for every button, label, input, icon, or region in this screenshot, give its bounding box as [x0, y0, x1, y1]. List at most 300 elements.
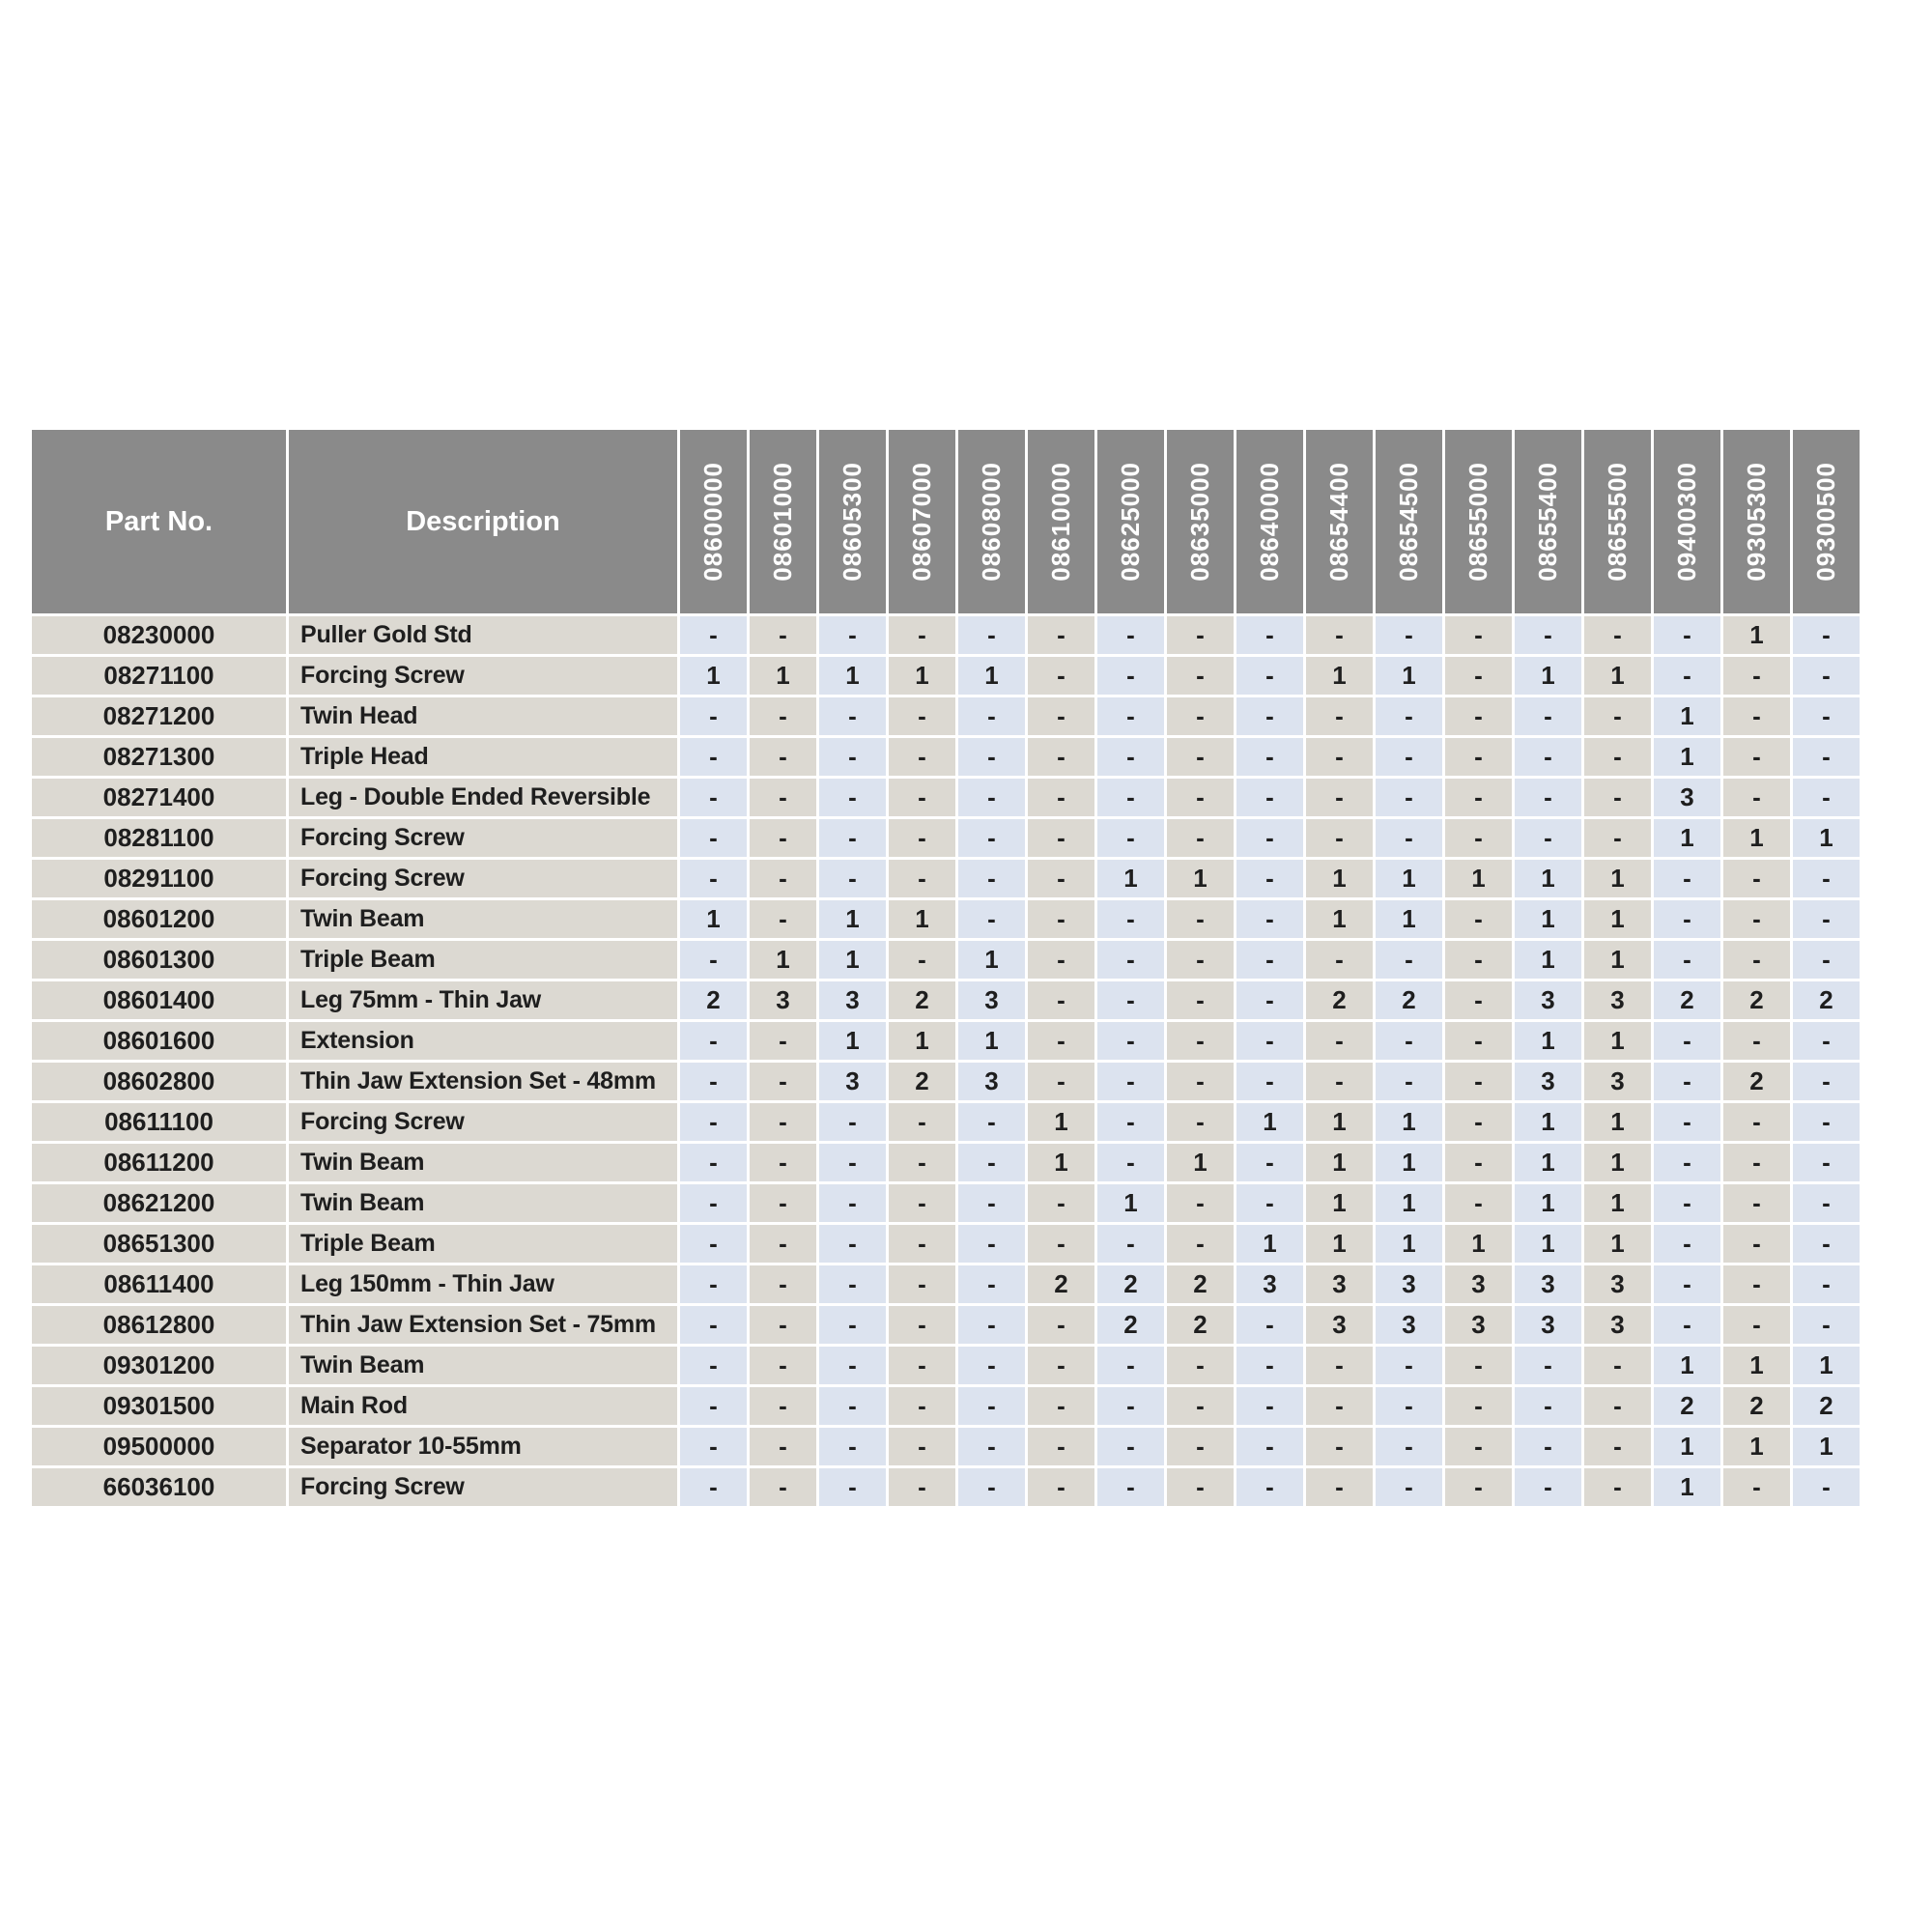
value-cell: -: [1445, 1184, 1512, 1222]
value-cell: -: [1167, 1428, 1234, 1465]
value-cell: -: [1723, 1144, 1790, 1181]
value-cell: -: [1445, 900, 1512, 938]
value-cell: 1: [819, 1022, 886, 1060]
value-cell: 1: [1097, 860, 1164, 897]
value-cell: -: [889, 941, 955, 979]
value-cell: -: [819, 1306, 886, 1344]
description-cell: Twin Beam: [289, 900, 677, 938]
value-cell: -: [1515, 1428, 1581, 1465]
value-cell: -: [1236, 1347, 1303, 1384]
value-cell: -: [1654, 1022, 1720, 1060]
value-cell: 3: [1445, 1306, 1512, 1344]
value-cell: -: [819, 1144, 886, 1181]
value-cell: -: [819, 1103, 886, 1141]
column-header-09305300: 09305300: [1723, 430, 1790, 613]
value-cell: 1: [1376, 1225, 1442, 1263]
value-cell: 2: [1723, 981, 1790, 1019]
part-no-cell: 08602800: [32, 1063, 286, 1100]
value-cell: -: [1793, 860, 1860, 897]
value-cell: 1: [1723, 819, 1790, 857]
value-cell: -: [1723, 1022, 1790, 1060]
value-cell: 3: [1584, 1265, 1651, 1303]
value-cell: -: [1723, 738, 1790, 776]
description-cell: Thin Jaw Extension Set - 48mm: [289, 1063, 677, 1100]
value-cell: -: [680, 1265, 747, 1303]
value-cell: -: [680, 1144, 747, 1181]
value-cell: 1: [1584, 1103, 1651, 1141]
value-cell: 1: [1654, 738, 1720, 776]
value-cell: -: [1306, 819, 1373, 857]
value-cell: -: [1445, 657, 1512, 695]
column-header-08608000: 08608000: [958, 430, 1025, 613]
value-cell: 1: [1306, 1225, 1373, 1263]
value-cell: 1: [1515, 1144, 1581, 1181]
value-cell: 1: [1236, 1103, 1303, 1141]
part-no-cell: 08612800: [32, 1306, 286, 1344]
value-cell: 1: [1515, 1103, 1581, 1141]
value-cell: -: [1097, 1022, 1164, 1060]
value-cell: 1: [1654, 1347, 1720, 1384]
part-no-cell: 08230000: [32, 616, 286, 654]
value-cell: -: [680, 1184, 747, 1222]
value-cell: -: [1167, 738, 1234, 776]
value-cell: 1: [1167, 1144, 1234, 1181]
value-cell: -: [1445, 819, 1512, 857]
value-cell: -: [1028, 1063, 1094, 1100]
value-cell: -: [1723, 1306, 1790, 1344]
value-cell: 1: [819, 657, 886, 695]
value-cell: -: [750, 1144, 816, 1181]
value-cell: -: [750, 1387, 816, 1425]
value-cell: -: [1167, 1347, 1234, 1384]
value-cell: -: [1584, 1468, 1651, 1506]
value-cell: 1: [680, 900, 747, 938]
value-cell: -: [1236, 1306, 1303, 1344]
value-cell: -: [1793, 1184, 1860, 1222]
value-cell: -: [1793, 1063, 1860, 1100]
value-cell: -: [1793, 697, 1860, 735]
value-cell: -: [1028, 1225, 1094, 1263]
value-cell: -: [1028, 819, 1094, 857]
value-cell: -: [1306, 1468, 1373, 1506]
value-cell: 1: [1445, 1225, 1512, 1263]
value-cell: -: [1097, 941, 1164, 979]
description-cell: Twin Beam: [289, 1347, 677, 1384]
value-cell: -: [1028, 657, 1094, 695]
value-cell: -: [819, 819, 886, 857]
description-cell: Leg - Double Ended Reversible: [289, 779, 677, 816]
value-cell: -: [1584, 738, 1651, 776]
value-cell: -: [958, 738, 1025, 776]
value-cell: 2: [1097, 1306, 1164, 1344]
value-cell: -: [819, 1184, 886, 1222]
value-cell: -: [1654, 941, 1720, 979]
value-cell: -: [819, 1428, 886, 1465]
value-cell: -: [1097, 1063, 1164, 1100]
value-cell: 1: [1445, 860, 1512, 897]
value-cell: -: [1167, 1184, 1234, 1222]
value-cell: -: [958, 1265, 1025, 1303]
value-cell: -: [680, 1428, 747, 1465]
value-cell: -: [1097, 819, 1164, 857]
column-header-09400300: 09400300: [1654, 430, 1720, 613]
description-cell: Triple Head: [289, 738, 677, 776]
value-cell: 1: [1306, 1144, 1373, 1181]
value-cell: 1: [1376, 657, 1442, 695]
value-cell: -: [1097, 900, 1164, 938]
value-cell: -: [1028, 1022, 1094, 1060]
description-cell: Twin Head: [289, 697, 677, 735]
column-header-08655500: 08655500: [1584, 430, 1651, 613]
value-cell: -: [680, 738, 747, 776]
value-cell: 1: [1515, 941, 1581, 979]
value-cell: -: [1376, 779, 1442, 816]
part-no-cell: 66036100: [32, 1468, 286, 1506]
description-cell: Forcing Screw: [289, 1103, 677, 1141]
value-cell: -: [1167, 981, 1234, 1019]
value-cell: -: [1654, 1225, 1720, 1263]
value-cell: -: [750, 860, 816, 897]
value-cell: -: [819, 1387, 886, 1425]
value-cell: 1: [750, 941, 816, 979]
part-no-cell: 08651300: [32, 1225, 286, 1263]
value-cell: -: [1793, 1225, 1860, 1263]
value-cell: -: [680, 779, 747, 816]
value-cell: -: [1723, 1468, 1790, 1506]
column-header-08635000: 08635000: [1167, 430, 1234, 613]
value-cell: -: [1723, 657, 1790, 695]
value-cell: -: [1515, 779, 1581, 816]
value-cell: 2: [680, 981, 747, 1019]
part-no-cell: 08611400: [32, 1265, 286, 1303]
value-cell: 1: [819, 900, 886, 938]
value-cell: 2: [889, 1063, 955, 1100]
value-cell: -: [1028, 616, 1094, 654]
value-cell: 1: [1515, 860, 1581, 897]
value-cell: -: [1306, 1022, 1373, 1060]
part-no-cell: 08601200: [32, 900, 286, 938]
value-cell: 3: [750, 981, 816, 1019]
value-cell: 3: [819, 981, 886, 1019]
value-cell: -: [1306, 1347, 1373, 1384]
value-cell: -: [889, 1306, 955, 1344]
part-no-cell: 08271200: [32, 697, 286, 735]
value-cell: -: [1445, 1022, 1512, 1060]
value-cell: -: [1654, 1184, 1720, 1222]
value-cell: -: [1515, 819, 1581, 857]
value-cell: -: [750, 1022, 816, 1060]
value-cell: -: [889, 738, 955, 776]
value-cell: -: [889, 1103, 955, 1141]
value-cell: -: [1793, 1022, 1860, 1060]
description-cell: Twin Beam: [289, 1144, 677, 1181]
value-cell: -: [1236, 616, 1303, 654]
value-cell: -: [1236, 860, 1303, 897]
column-header-08640000: 08640000: [1236, 430, 1303, 613]
value-cell: -: [1028, 900, 1094, 938]
value-cell: -: [1515, 738, 1581, 776]
value-cell: 2: [1793, 981, 1860, 1019]
value-cell: -: [680, 1306, 747, 1344]
value-cell: -: [1028, 738, 1094, 776]
value-cell: 3: [1515, 1265, 1581, 1303]
value-cell: -: [958, 860, 1025, 897]
value-cell: 3: [819, 1063, 886, 1100]
value-cell: 2: [1723, 1387, 1790, 1425]
value-cell: -: [1376, 1387, 1442, 1425]
description-cell: Leg 75mm - Thin Jaw: [289, 981, 677, 1019]
value-cell: -: [680, 860, 747, 897]
value-cell: 1: [1793, 1347, 1860, 1384]
value-cell: 1: [1306, 860, 1373, 897]
column-header-08605300: 08605300: [819, 430, 886, 613]
value-cell: 1: [889, 657, 955, 695]
value-cell: -: [750, 1225, 816, 1263]
value-cell: 1: [1654, 1468, 1720, 1506]
value-cell: -: [1167, 657, 1234, 695]
value-cell: -: [1445, 1144, 1512, 1181]
value-cell: -: [958, 1184, 1025, 1222]
value-cell: -: [1097, 779, 1164, 816]
value-cell: -: [1445, 616, 1512, 654]
value-cell: -: [1097, 738, 1164, 776]
value-cell: 1: [1584, 1225, 1651, 1263]
value-cell: -: [1236, 697, 1303, 735]
value-cell: -: [680, 697, 747, 735]
value-cell: 3: [958, 981, 1025, 1019]
value-cell: -: [1306, 1428, 1373, 1465]
value-cell: 2: [1723, 1063, 1790, 1100]
value-cell: -: [1584, 697, 1651, 735]
value-cell: 1: [1584, 1144, 1651, 1181]
value-cell: 2: [1654, 1387, 1720, 1425]
value-cell: -: [680, 819, 747, 857]
description-cell: Forcing Screw: [289, 657, 677, 695]
value-cell: 1: [1097, 1184, 1164, 1222]
value-cell: 1: [1515, 1225, 1581, 1263]
value-cell: 1: [1515, 1184, 1581, 1222]
value-cell: 2: [1376, 981, 1442, 1019]
value-cell: 1: [1167, 860, 1234, 897]
value-cell: -: [1584, 819, 1651, 857]
value-cell: 1: [958, 1022, 1025, 1060]
value-cell: -: [1306, 738, 1373, 776]
value-cell: 1: [1306, 1184, 1373, 1222]
value-cell: -: [1097, 981, 1164, 1019]
value-cell: -: [819, 697, 886, 735]
part-no-cell: 08601600: [32, 1022, 286, 1060]
column-header-08601000: 08601000: [750, 430, 816, 613]
value-cell: -: [1028, 1184, 1094, 1222]
value-cell: 1: [958, 657, 1025, 695]
value-cell: -: [750, 1347, 816, 1384]
value-cell: -: [1654, 1306, 1720, 1344]
column-header-08655000: 08655000: [1445, 430, 1512, 613]
description-cell: Forcing Screw: [289, 860, 677, 897]
part-no-cell: 09500000: [32, 1428, 286, 1465]
value-cell: -: [1445, 941, 1512, 979]
value-cell: 2: [1306, 981, 1373, 1019]
value-cell: -: [1445, 1387, 1512, 1425]
column-header-08600000: 08600000: [680, 430, 747, 613]
value-cell: -: [1028, 981, 1094, 1019]
value-cell: -: [680, 1225, 747, 1263]
value-cell: -: [680, 1468, 747, 1506]
part-no-cell: 08271100: [32, 657, 286, 695]
value-cell: -: [1028, 860, 1094, 897]
value-cell: -: [1793, 616, 1860, 654]
value-cell: -: [1097, 1103, 1164, 1141]
value-cell: -: [1376, 1347, 1442, 1384]
value-cell: -: [1376, 1022, 1442, 1060]
value-cell: -: [958, 1347, 1025, 1384]
value-cell: -: [958, 697, 1025, 735]
value-cell: -: [750, 1468, 816, 1506]
value-cell: -: [819, 616, 886, 654]
value-cell: -: [1167, 900, 1234, 938]
value-cell: 1: [1028, 1103, 1094, 1141]
value-cell: -: [1376, 1428, 1442, 1465]
value-cell: 2: [1028, 1265, 1094, 1303]
value-cell: -: [1306, 697, 1373, 735]
value-cell: 3: [1376, 1306, 1442, 1344]
value-cell: -: [1028, 941, 1094, 979]
value-cell: -: [1236, 1022, 1303, 1060]
value-cell: -: [1654, 1063, 1720, 1100]
value-cell: -: [1236, 779, 1303, 816]
value-cell: 1: [1376, 1103, 1442, 1141]
value-cell: -: [1097, 616, 1164, 654]
value-cell: -: [819, 860, 886, 897]
value-cell: 3: [1584, 981, 1651, 1019]
value-cell: -: [1445, 779, 1512, 816]
value-cell: -: [1723, 1184, 1790, 1222]
value-cell: 1: [1654, 697, 1720, 735]
value-cell: -: [889, 1468, 955, 1506]
column-header-08654500: 08654500: [1376, 430, 1442, 613]
value-cell: -: [1584, 616, 1651, 654]
value-cell: -: [889, 1184, 955, 1222]
description-cell: Forcing Screw: [289, 1468, 677, 1506]
description-cell: Twin Beam: [289, 1184, 677, 1222]
value-cell: -: [1445, 1468, 1512, 1506]
value-cell: -: [1445, 738, 1512, 776]
value-cell: -: [1445, 1103, 1512, 1141]
value-cell: -: [750, 1265, 816, 1303]
value-cell: 2: [1167, 1265, 1234, 1303]
value-cell: -: [750, 1306, 816, 1344]
value-cell: -: [1584, 1347, 1651, 1384]
value-cell: -: [750, 1063, 816, 1100]
value-cell: -: [1584, 1428, 1651, 1465]
value-cell: -: [1097, 1347, 1164, 1384]
value-cell: -: [1097, 1428, 1164, 1465]
value-cell: -: [889, 819, 955, 857]
value-cell: -: [1723, 1103, 1790, 1141]
description-cell: Thin Jaw Extension Set - 75mm: [289, 1306, 677, 1344]
value-cell: 1: [889, 900, 955, 938]
value-cell: -: [750, 1103, 816, 1141]
part-no-cell: 08291100: [32, 860, 286, 897]
part-no-cell: 08601300: [32, 941, 286, 979]
header-part-no: Part No.: [32, 430, 286, 613]
value-cell: -: [1236, 1428, 1303, 1465]
value-cell: -: [1097, 1468, 1164, 1506]
value-cell: -: [1654, 657, 1720, 695]
value-cell: 1: [1515, 657, 1581, 695]
description-cell: Main Rod: [289, 1387, 677, 1425]
value-cell: -: [680, 1387, 747, 1425]
column-header-09300500: 09300500: [1793, 430, 1860, 613]
value-cell: 1: [1584, 657, 1651, 695]
value-cell: -: [1236, 1144, 1303, 1181]
description-cell: Puller Gold Std: [289, 616, 677, 654]
value-cell: -: [1793, 1265, 1860, 1303]
value-cell: -: [1654, 1103, 1720, 1141]
value-cell: -: [680, 616, 747, 654]
value-cell: -: [1236, 1387, 1303, 1425]
value-cell: 1: [750, 657, 816, 695]
value-cell: -: [1376, 616, 1442, 654]
value-cell: -: [1028, 1347, 1094, 1384]
value-cell: -: [1723, 860, 1790, 897]
value-cell: -: [1445, 1347, 1512, 1384]
value-cell: -: [1167, 819, 1234, 857]
value-cell: 2: [1097, 1265, 1164, 1303]
value-cell: -: [680, 1347, 747, 1384]
value-cell: 1: [889, 1022, 955, 1060]
value-cell: 1: [1376, 900, 1442, 938]
value-cell: -: [1306, 1063, 1373, 1100]
value-cell: -: [1028, 1468, 1094, 1506]
value-cell: -: [680, 1103, 747, 1141]
value-cell: -: [1793, 1468, 1860, 1506]
part-no-cell: 08271300: [32, 738, 286, 776]
value-cell: -: [1515, 616, 1581, 654]
value-cell: -: [819, 1468, 886, 1506]
value-cell: -: [1723, 1265, 1790, 1303]
part-no-cell: 08271400: [32, 779, 286, 816]
part-no-cell: 08281100: [32, 819, 286, 857]
value-cell: 1: [1584, 941, 1651, 979]
value-cell: -: [1723, 697, 1790, 735]
value-cell: -: [1793, 738, 1860, 776]
column-header-08655400: 08655400: [1515, 430, 1581, 613]
value-cell: 1: [680, 657, 747, 695]
value-cell: -: [1445, 1063, 1512, 1100]
value-cell: -: [750, 900, 816, 938]
value-cell: -: [1376, 697, 1442, 735]
value-cell: -: [1723, 941, 1790, 979]
value-cell: -: [819, 779, 886, 816]
value-cell: 2: [1793, 1387, 1860, 1425]
value-cell: -: [958, 1144, 1025, 1181]
column-header-08607000: 08607000: [889, 430, 955, 613]
value-cell: -: [1097, 1387, 1164, 1425]
value-cell: -: [1028, 779, 1094, 816]
value-cell: -: [889, 1347, 955, 1384]
value-cell: 1: [1376, 1184, 1442, 1222]
value-cell: 3: [1306, 1306, 1373, 1344]
value-cell: -: [750, 779, 816, 816]
value-cell: -: [958, 1306, 1025, 1344]
value-cell: -: [1167, 1225, 1234, 1263]
value-cell: -: [1654, 1265, 1720, 1303]
value-cell: -: [958, 900, 1025, 938]
column-header-08610000: 08610000: [1028, 430, 1094, 613]
description-cell: Triple Beam: [289, 941, 677, 979]
value-cell: -: [1376, 1468, 1442, 1506]
